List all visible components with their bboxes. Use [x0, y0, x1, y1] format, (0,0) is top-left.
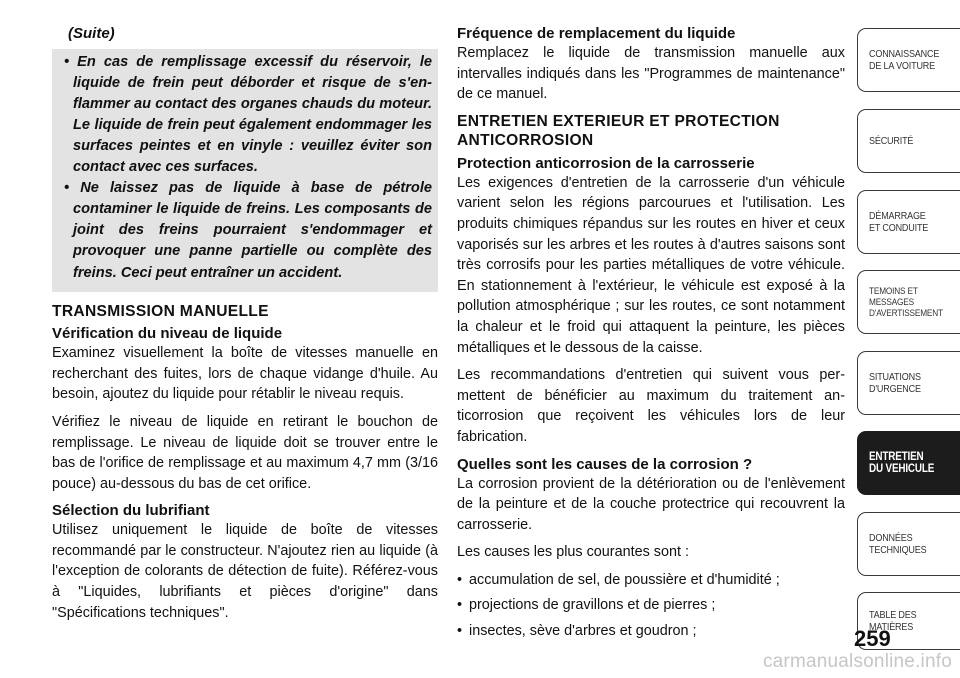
- paragraph: Examinez visuellement la boîte de vitesses manuelle en recherchant des fuites, lors de chaque vidange d'huile. Au besoin, ajoutez du liquide pour rétablir le niveau requis.: [52, 345, 438, 403]
- paragraph: Utilisez uniquement le liquide de boîte de vitesses recommandé par le constructeur. N'ajoutez rien au liquide (à l'exception de colorants de détection de fuite). Référez-vous à "Liquides, lubrifiants et pièces d'origine" dans "Spécifications techniques".: [52, 522, 438, 621]
- tab-demarrage[interactable]: [857, 190, 960, 254]
- subsection-title-lubricant: Sélection du lubrifiant: [52, 502, 210, 520]
- right-column: [457, 24, 845, 647]
- subsection-title-body-protection: Protection anticorrosion de la carrosserie: [457, 154, 755, 172]
- tab-securite[interactable]: [857, 109, 960, 173]
- tab-label: DÉMARRAGE ET CONDUITE: [869, 210, 929, 234]
- watermark: carmanualsonline.info: [762, 651, 952, 672]
- tab-label: SÉCURITÉ: [869, 135, 914, 147]
- warning-box: [52, 49, 438, 292]
- subsection-title-corrosion-causes: Quelles sont les causes de la corrosion ?: [457, 455, 753, 473]
- tab-entretien[interactable]: [857, 431, 960, 495]
- tab-temoins[interactable]: [857, 270, 960, 334]
- causes-list: [457, 570, 845, 642]
- tab-label: DONNÉES TECHNIQUES: [869, 532, 927, 556]
- tab-connaissance[interactable]: [857, 28, 960, 92]
- warning-item: • En cas de remplissage excessif du réservoir, le liquide de frein peut déborder et risque de s'enflammer au contact des organes chauds du moteur. Le liquide de frein peut également endommager les surfaces peintes et en vinyle : veuillez éviter son contact avec ces surfaces.: [64, 53, 432, 176]
- paragraph: Les recommandations d'entretien qui suivent vous permettent de bénéficier au maximum du traitement anticorrosion que reçoivent les véhicules lors de leur fabrication.: [457, 367, 845, 445]
- paragraph: Vérifiez le niveau de liquide en retirant le bouchon de remplissage. Le niveau de liquide doit se trouver entre le bas de l'orifice de remplissage et au maximum 4,7 mm (3/16 pouce) au-dessous du bas de cet orifice.: [52, 413, 438, 492]
- section-title-exterior: ENTRETIEN EXTERIEUR ET PROTECTION ANTICORROSION: [457, 112, 780, 150]
- list-item: • projections de gravillons et de pierres ;: [457, 595, 845, 616]
- tab-label: TEMOINS ET MESSAGES D'AVERTISSEMENT: [869, 285, 943, 319]
- paragraph: Les exigences d'entretien de la carrosserie d'un véhicule varient selon les régions parcourues et l'utilisation. Les produits chimiques répandus sur les routes en hiver et ceux vaporisés sur les arbres et les routes à d'autres saisons sont très corrosifs pour les parties métalliques de votre véhicule. En stationnement à l'extérieur, le véhicule est exposé à la pollution atmosphérique ; sur les routes, ce sont notamment la chaleur et le froid qui attaquent la peinture, les pièces métalliques et le dessous de la caisse.: [457, 174, 845, 356]
- paragraph: La corrosion provient de la détérioration ou de l'enlèvement de la peinture et de la couche protectrice qui recouvrent la carrosserie.: [457, 475, 845, 533]
- tab-label: SITUATIONS D'URGENCE: [869, 371, 921, 395]
- list-item: • accumulation de sel, de poussière et d'humidité ;: [457, 570, 845, 591]
- tab-urgence[interactable]: [857, 351, 960, 415]
- continued-label: (Suite): [68, 25, 115, 42]
- left-column: [52, 24, 438, 623]
- subsection-title-level-check: Vérification du niveau de liquide: [52, 325, 283, 343]
- page-number: 259: [854, 626, 891, 651]
- tab-label: CONNAISSANCE DE LA VOITURE: [869, 48, 940, 72]
- paragraph: Remplacez le liquide de transmission manuelle aux intervalles indiqués dans les "Programmes de maintenance" de ce manuel.: [457, 45, 845, 103]
- subsection-title-replacement: Fréquence de remplacement du liquide: [457, 25, 736, 42]
- chapter-tabs: [857, 28, 960, 668]
- tab-donnees[interactable]: [857, 512, 960, 576]
- paragraph: Les causes les plus courantes sont :: [457, 544, 689, 561]
- tab-label: ENTRETIEN DU VEHICULE: [869, 451, 935, 475]
- tab-label: TABLE DES MATIÈRES: [869, 609, 917, 633]
- warning-item: • Ne laissez pas de liquide à base de pétrole contaminer le liquide de freins. Les composants de joint des freins pourraient s'endommager et provoquer une panne partielle ou complète des freins. Ceci peut entraîner un accident.: [64, 180, 432, 281]
- list-item: • insectes, sève d'arbres et goudron ;: [457, 621, 845, 642]
- section-title-transmission: TRANSMISSION MANUELLE: [52, 302, 269, 320]
